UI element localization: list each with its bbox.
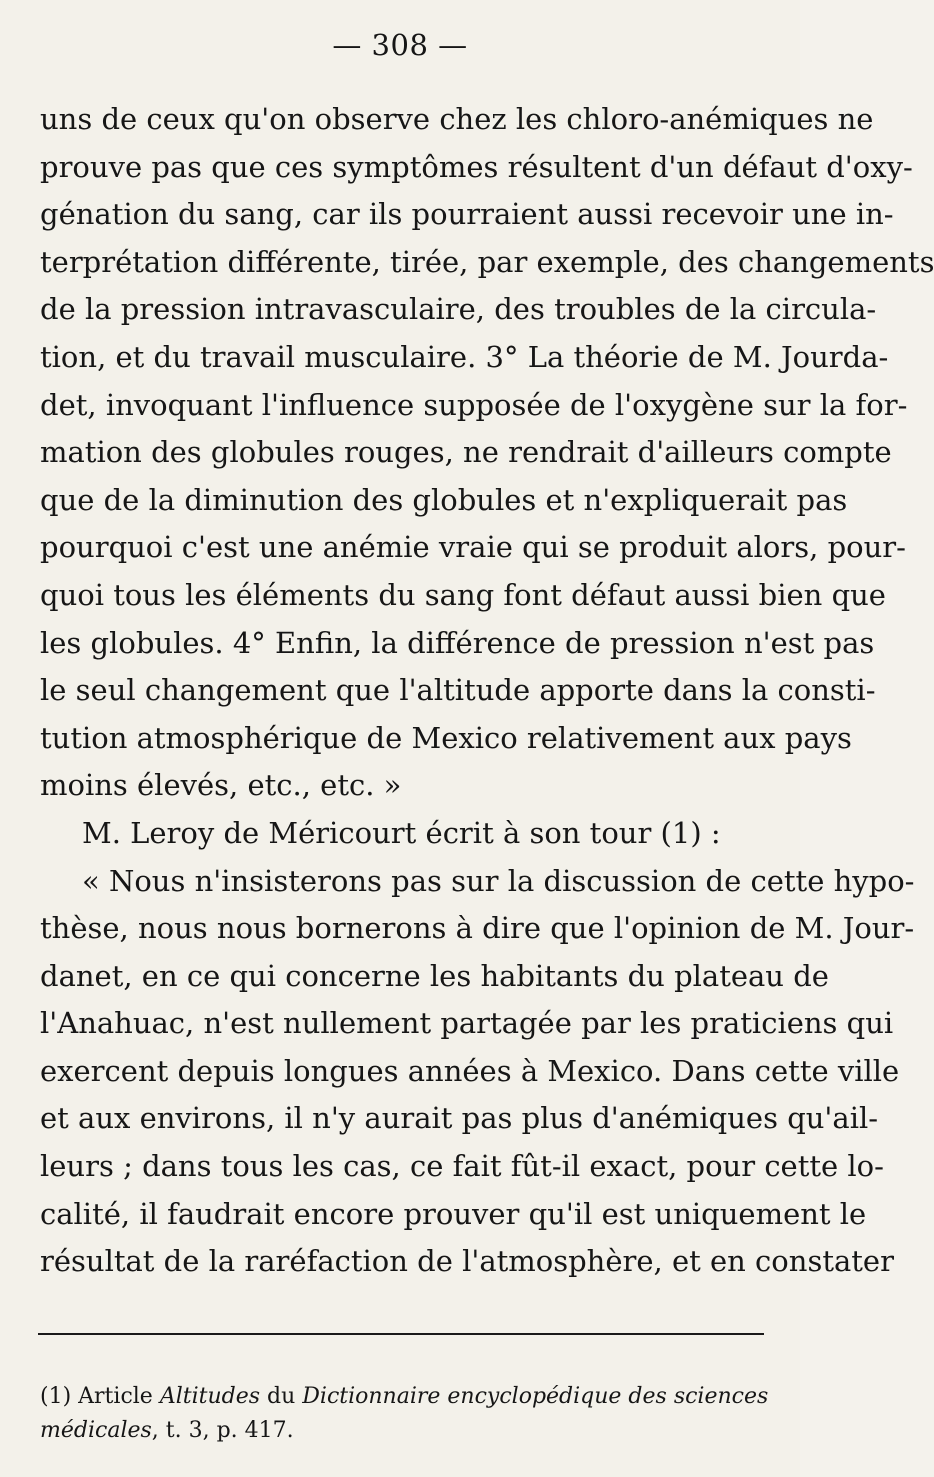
text-line: leurs ; dans tous les cas, ce fait fût-il exact, pour cette lo- <box>40 1149 884 1184</box>
footnote-title-medicales: médicales <box>40 1418 152 1443</box>
text-line: le seul changement que l'altitude apporte dans la consti- <box>40 673 876 708</box>
text-line: l'Anahuac, n'est nullement partagée par les praticiens qui <box>40 1006 894 1041</box>
text-line: moins élevés, etc., etc. » <box>40 768 402 803</box>
text-line: « Nous n'insisterons pas sur la discussion de cette hypo- <box>82 863 915 898</box>
text-line: pourquoi c'est une anémie vraie qui se produit alors, pour- <box>40 530 906 565</box>
text-line: de la pression intravasculaire, des troubles de la circula- <box>40 292 877 327</box>
footnote <box>40 1380 769 1448</box>
text-line: thèse, nous nous bornerons à dire que l'opinion de M. Jour- <box>40 911 915 946</box>
footnote-title-altitudes: Altitudes <box>159 1384 261 1409</box>
text-line: et aux environs, il n'y aurait pas plus d'anémiques qu'ail- <box>40 1101 879 1136</box>
text-line: tion, et du travail musculaire. 3° La théorie de M. Jourda- <box>40 339 889 374</box>
text-line: M. Leroy de Méricourt écrit à son tour (1) : <box>82 815 721 850</box>
footnote-title-dictionary: Dictionnaire encyclopédique des sciences <box>302 1384 769 1409</box>
text-line: tution atmosphérique de Mexico relativement aux pays <box>40 720 852 755</box>
text-line: résultat de la raréfaction de l'atmosphère, et en constater <box>40 1244 894 1279</box>
page-number: — 308 — <box>332 28 468 62</box>
body-text <box>40 96 934 1286</box>
footnote-line <box>40 1380 769 1414</box>
text-line: exercent depuis longues années à Mexico. Dans cette ville <box>40 1053 900 1088</box>
footnote-marker: (1) Article <box>40 1384 160 1409</box>
footnote-mid: du <box>260 1384 303 1409</box>
text-line: quoi tous les éléments du sang font défaut aussi bien que <box>40 577 886 612</box>
text-line: que de la diminution des globules et n'expliquerait pas <box>40 482 848 517</box>
footnote-line <box>40 1414 762 1448</box>
text-line: terprétation différente, tirée, par exemple, des changements <box>40 244 934 279</box>
text-line: génation du sang, car ils pourraient aussi recevoir une in- <box>40 197 894 232</box>
text-line: uns de ceux qu'on observe chez les chloro-anémiques ne <box>40 102 874 136</box>
footnote-divider <box>38 1333 764 1335</box>
text-line: det, invoquant l'influence supposée de l'oxygène sur la for- <box>40 387 908 422</box>
text-line: prouve pas que ces symptômes résultent d'un défaut d'oxy- <box>40 149 913 184</box>
text-line: mation des globules rouges, ne rendrait d'ailleurs compte <box>40 435 892 470</box>
text-line: calité, il faudrait encore prouver qu'il est uniquement le <box>40 1196 867 1231</box>
text-line: danet, en ce qui concerne les habitants du plateau de <box>40 958 829 993</box>
footnote-reference: , t. 3, p. 417. <box>151 1418 294 1443</box>
text-line: les globules. 4° Enfin, la différence de pression n'est pas <box>40 625 875 660</box>
